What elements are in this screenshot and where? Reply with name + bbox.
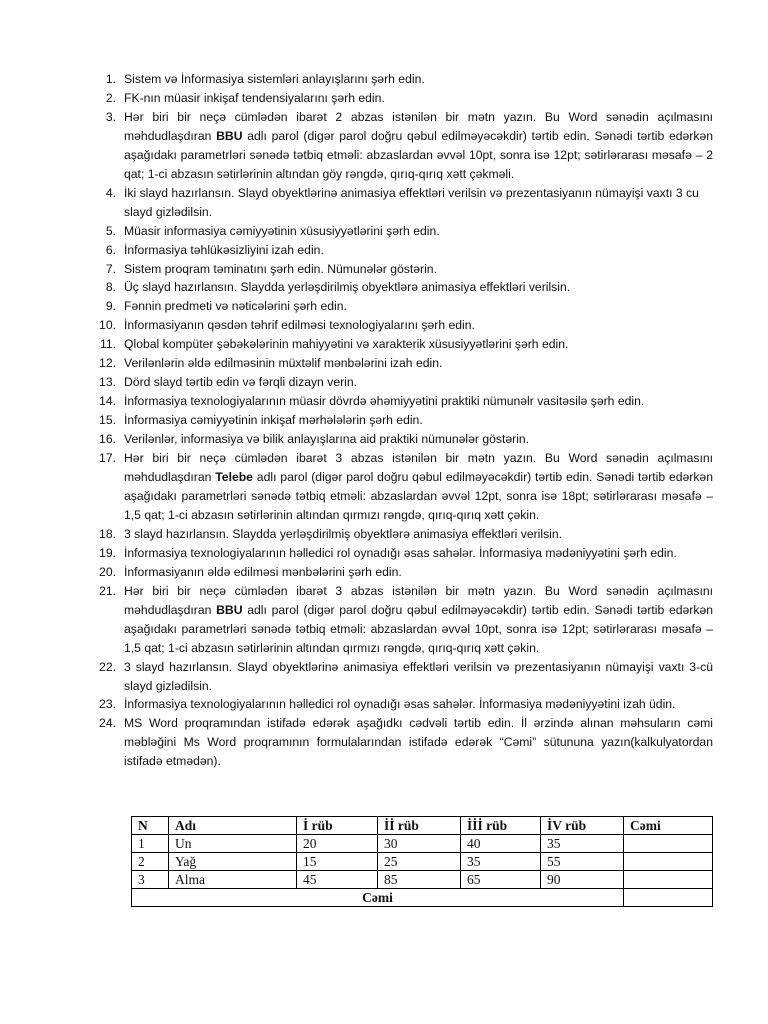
table-cell: 65 — [461, 871, 541, 889]
table-cell-sum — [624, 853, 713, 871]
table-cell: 20 — [297, 835, 378, 853]
list-item-number: 13. — [99, 375, 116, 390]
list-item — [96, 70, 713, 89]
table-cell-sum — [624, 835, 713, 853]
password-name: BBU — [216, 128, 243, 143]
list-item — [96, 222, 713, 241]
list-item-text — [124, 582, 713, 658]
list-item-text: İnformasiya texnologiyalarının həlledici rol oynadığı əsas sahələr. İnformasiya mədəniyyətini şərh edin. — [124, 545, 677, 560]
list-item-text: Üç slayd hazırlansın. Slaydda yerləşdirilmiş obyektlərə animasiya effektləri verilsin. — [124, 280, 571, 295]
list-item-number: 5. — [105, 223, 116, 238]
table-header-row — [132, 817, 713, 835]
list-item-text: İnformasiya təhlükəsizliyini izah edin. — [124, 242, 324, 257]
list-item — [96, 658, 713, 696]
list-item-text: 3 slayd hazırlansın. Slayd obyektlərinə animasiya effektləri verilsin və prezentasiyanın nümayişi vaxtı 3-cü slayd gizlədilsin. — [124, 659, 713, 693]
header-cell-number: N — [132, 817, 169, 835]
text-segment: adlı parol (digər parol doğru qəbul edilməyəcəkdir) tərtib edin. Sənədi tərtib edərkən aşağıdakı parametrləri sənədə tətbiq etməli: abzaslardan əvvəl 12pt, sonra isə 18pt; sətirlərarası məsafə – 1,5 qat; 1-ci abzasın sətirlərinin altından qırmızı rəngdə, qırıq-qırıq xətt çəkin. — [124, 470, 713, 522]
list-item-number: 7. — [105, 261, 116, 276]
list-item-number: 17. — [99, 451, 116, 466]
table-cell: 35 — [461, 853, 541, 871]
list-item — [96, 714, 713, 771]
list-item — [96, 89, 713, 108]
list-item-text: 3 slayd hazırlansın. Slaydda yerləşdirilmiş obyektlərə animasiya effektləri verilsin. — [124, 526, 563, 541]
list-item — [96, 430, 713, 449]
table-cell: 3 — [132, 871, 169, 889]
header-cell-name: Adı — [169, 817, 297, 835]
text-segment: adlı parol (digər parol doğru qəbul edilməyəcəkdir) tərtib edin. Sənədi tərtib edərkən aşağıdakı parametrləri sənədə tətbiq etməli: abzaslardan əvvəl 10pt, sonra isə 12pt; sətirlərarası məsafə – 2 qat; 1-ci abzasın sətirlərinin altından göy rəngdə, qırıq-qırıq xətt çəkməli. — [124, 128, 713, 181]
list-item-number: 10. — [99, 318, 116, 333]
table-cell: 1 — [132, 835, 169, 853]
text-segment: Hər biri bir neçə cümlədən ibarət 2 abzas istənilən bir mətn yazın. Bu Word sənədin açılmasını məhdudlaşdıran — [124, 109, 713, 143]
list-item-number: 12. — [99, 356, 116, 371]
list-item — [96, 525, 713, 544]
list-item — [96, 241, 713, 260]
list-item — [96, 297, 713, 316]
list-item — [96, 278, 713, 297]
list-item — [96, 108, 713, 184]
list-item-text: Verilənlər, informasiya və bilik anlayışlarına aid praktiki nümunələr göstərin. — [124, 432, 530, 447]
header-cell-q3: İİİ rüb — [461, 817, 541, 835]
table-row — [132, 871, 713, 889]
list-item-number: 21. — [99, 583, 116, 598]
total-label-cell: Cəmi — [132, 889, 624, 907]
list-item-number: 16. — [99, 432, 116, 447]
header-cell-q4: İV rüb — [541, 817, 624, 835]
text-segment: Hər biri bir neçə cümlədən ibarət 3 abzas istənilən bir mətn yazın. Bu Word sənədin açılmasını məhdudlaşdıran — [124, 583, 713, 617]
list-item-number: 1. — [105, 72, 116, 86]
list-item-text: İnformasiya texnologiyalarının müasir dövrdə əhəmiyyətini praktiki nümunəlr vasitəsilə şərh edin. — [124, 394, 645, 409]
password-name: Telebe — [215, 470, 253, 485]
table-cell: 15 — [297, 853, 378, 871]
header-cell-q1: İ rüb — [297, 817, 378, 835]
table-cell: 2 — [132, 853, 169, 871]
list-item-text: MS Word proqramından istifadə edərək aşağıdkı cədvəli tərtib edin. İl ərzində alınan məhsuların cəmi məbləğini Ms Word proqramının formulalarından istifadə edərək “Cəmi” sütununa yazın(kalkulyatordan istifadə etmədən). — [124, 716, 713, 769]
table-cell: Yağ — [169, 853, 297, 871]
list-item-number: 14. — [99, 394, 116, 409]
list-item-text: Dörd slayd tərtib edin və fərqli dizayn verin. — [124, 375, 358, 390]
list-item-text: Müasir informasiya cəmiyyətinin xüsusiyyətlərini şərh edin. — [124, 223, 440, 238]
list-item-number: 18. — [99, 526, 116, 541]
list-item-text: Sistem və İnformasiya sistemləri anlayışlarını şərh edin. — [124, 72, 425, 86]
password-name: BBU — [216, 602, 243, 617]
list-item-number: 24. — [99, 716, 116, 731]
list-item-text — [124, 449, 713, 525]
table-cell: Alma — [169, 871, 297, 889]
table-cell: 85 — [378, 871, 461, 889]
list-item — [96, 563, 713, 582]
list-item-text — [124, 108, 713, 184]
list-item-number: 19. — [99, 545, 116, 560]
list-item-text: İnformasiyanın qəsdən təhrif edilməsi texnologiyalarını şərh edin. — [124, 318, 475, 333]
list-item — [96, 335, 713, 354]
question-list — [96, 70, 713, 771]
table-cell-sum — [624, 871, 713, 889]
list-item — [96, 260, 713, 279]
list-item-text: İnformasiyanın əldə edilməsi mənbələrini şərh edin. — [124, 564, 402, 579]
text-segment: adlı parol (digər parol doğru qəbul edilməyəcəkdir) tərtib edin. Sənədi tərtib edərkən aşağıdakı parametrləri sənədə tətbiq etməli: abzaslardan əvvəl 10pt, sonra isə 12pt; sətirlərarası məsafə – 1,5 qat; 1-ci abzasın sətirlərinin altından qırmızı rəngdə, qırıq-qırıq xətt çəkin. — [124, 602, 713, 655]
table-cell: 90 — [541, 871, 624, 889]
text-segment: Hər biri bir neçə cümlədən ibarət 3 abzas istənilən bir mətn yazın. Bu Word sənədin açılmasını məhdudlaşdıran — [124, 451, 713, 485]
list-item — [96, 411, 713, 430]
list-item-number: 6. — [105, 242, 116, 257]
list-item — [96, 392, 713, 411]
list-item — [96, 373, 713, 392]
list-item-text: Sistem proqram təminatını şərh edin. Nümunələr göstərin. — [124, 261, 437, 276]
list-item-text: Fənnin predmeti və nəticələrini şərh edin. — [124, 299, 347, 314]
table-cell: 25 — [378, 853, 461, 871]
list-item-number: 22. — [99, 659, 116, 674]
table-cell: 35 — [541, 835, 624, 853]
list-item-number: 2. — [105, 90, 116, 105]
list-item — [96, 582, 713, 658]
list-item — [96, 449, 713, 525]
total-value-cell — [624, 889, 713, 907]
list-item-text: Qlobal kompüter şəbəkələrinin mahiyyətini və xarakterik xüsusiyyətlərini şərh edin. — [124, 337, 569, 352]
list-item — [96, 354, 713, 373]
table-cell: Un — [169, 835, 297, 853]
list-item — [96, 184, 713, 222]
table-cell: 30 — [378, 835, 461, 853]
products-table — [131, 816, 713, 907]
list-item-number: 9. — [105, 299, 116, 314]
table-cell: 45 — [297, 871, 378, 889]
list-item-text: Verilənlərin əldə edilməsinin müxtəlif mənbələrini izah edin. — [124, 356, 443, 371]
table-total-row — [132, 889, 713, 907]
list-item-number: 23. — [99, 697, 116, 712]
list-item — [96, 544, 713, 563]
list-item-number: 3. — [105, 109, 116, 124]
table-row — [132, 853, 713, 871]
list-item-text: İnformasiya cəmiyyətinin inkişaf mərhələlərin şərh edin. — [124, 413, 423, 428]
list-item — [96, 316, 713, 335]
list-item-text: İnformasiya texnologiyalarının həlledici rol oynadığı əsas sahələr. İnformasiya mədəniyyətini izah üdin. — [124, 697, 676, 712]
list-item-number: 20. — [99, 564, 116, 579]
header-cell-sum: Cəmi — [624, 817, 713, 835]
list-item — [96, 695, 713, 714]
table-cell: 55 — [541, 853, 624, 871]
list-item-number: 15. — [99, 413, 116, 428]
list-item-number: 4. — [105, 185, 116, 200]
table-cell: 40 — [461, 835, 541, 853]
list-item-text: FK-nın müasir inkişaf tendensiyalarını şərh edin. — [124, 90, 385, 105]
list-item-number: 11. — [99, 337, 116, 352]
table-row — [132, 835, 713, 853]
header-cell-q2: İİ rüb — [378, 817, 461, 835]
list-item-text: İki slayd hazırlansın. Slayd obyektlərinə animasiya effektləri verilsin və prezentasiyanın nümayişi vaxtı 3 cu slayd gizlədilsin. — [124, 185, 699, 219]
list-item-number: 8. — [105, 280, 116, 295]
